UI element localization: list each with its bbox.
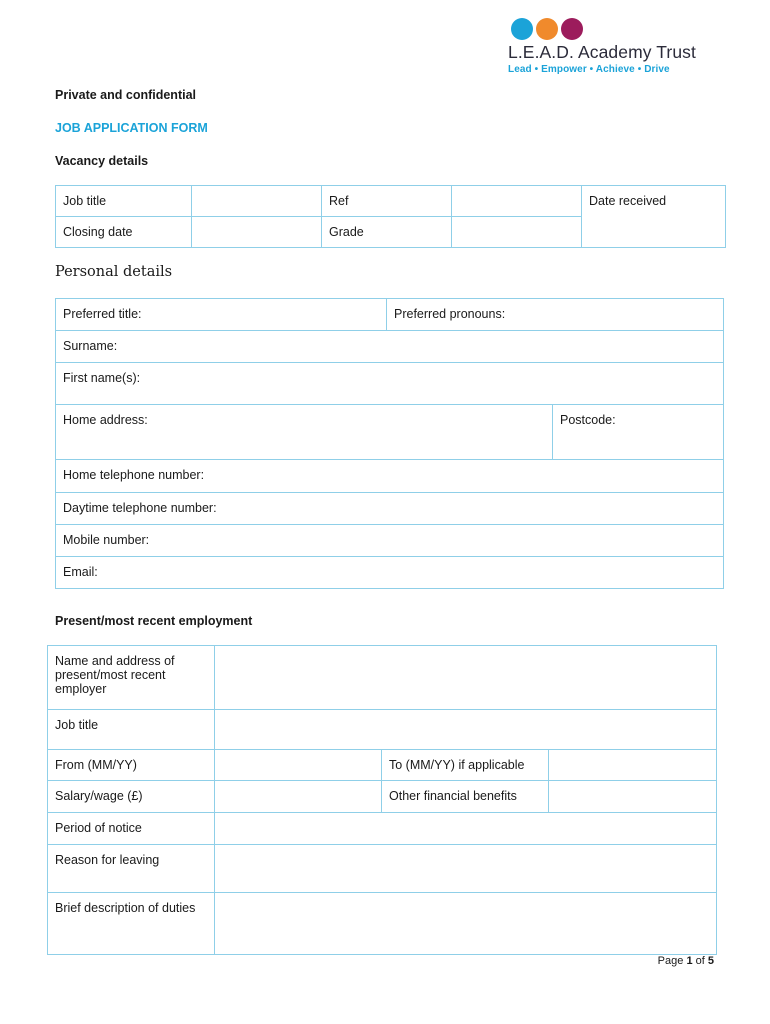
email-field[interactable] xyxy=(56,557,724,589)
benefits-label: Other financial benefits xyxy=(382,781,549,813)
date-received-cell[interactable] xyxy=(582,186,726,248)
from-label: From (MM/YY) xyxy=(48,750,215,781)
emp-job-title-field[interactable] xyxy=(215,710,717,750)
duties-label: Brief description of duties xyxy=(48,893,215,955)
personal-table xyxy=(55,298,724,589)
page-word: Page xyxy=(657,955,684,967)
page-number: 1 xyxy=(686,955,693,967)
home-phone-field[interactable] xyxy=(56,460,724,493)
emp-job-title-label: Job title xyxy=(48,710,215,750)
home-address-label: Home address: xyxy=(63,413,148,427)
daytime-phone-field[interactable] xyxy=(56,493,724,525)
salary-field[interactable] xyxy=(215,781,382,813)
duties-field[interactable] xyxy=(215,893,717,955)
page-total: 5 xyxy=(707,955,714,967)
preferred-title-field[interactable] xyxy=(56,299,387,331)
daytime-phone-label: Daytime telephone number: xyxy=(63,501,217,515)
trust-logo xyxy=(508,18,698,75)
reason-label: Reason for leaving xyxy=(48,845,215,893)
form-title: JOB APPLICATION FORM xyxy=(55,121,208,135)
mobile-field[interactable] xyxy=(56,525,724,557)
mobile-label: Mobile number: xyxy=(63,533,150,547)
personal-heading: Personal details xyxy=(55,264,173,280)
email-label: Email: xyxy=(63,565,98,579)
logo-dot-plum xyxy=(561,18,583,40)
page-footer xyxy=(658,955,714,967)
logo-dot-orange xyxy=(536,18,558,40)
reason-field[interactable] xyxy=(215,845,717,893)
logo-dots xyxy=(511,18,698,40)
to-field[interactable] xyxy=(549,750,717,781)
confidential-label: Private and confidential xyxy=(55,88,197,102)
closing-date-label: Closing date xyxy=(56,217,192,248)
first-names-field[interactable] xyxy=(56,363,724,405)
postcode-field[interactable] xyxy=(553,405,724,460)
date-received-label: Date received xyxy=(589,194,667,208)
surname-field[interactable] xyxy=(56,331,724,363)
grade-label: Grade xyxy=(322,217,452,248)
first-names-label: First name(s): xyxy=(63,371,141,385)
vacancy-heading: Vacancy details xyxy=(55,154,149,168)
postcode-label: Postcode: xyxy=(560,413,616,427)
grade-field[interactable] xyxy=(452,217,582,248)
employment-heading: Present/most recent employment xyxy=(55,614,253,628)
employer-field[interactable] xyxy=(215,646,717,710)
preferred-pronouns-label: Preferred pronouns: xyxy=(394,307,506,321)
home-address-field[interactable] xyxy=(56,405,553,460)
salary-label: Salary/wage (£) xyxy=(48,781,215,813)
logo-tagline: Lead • Empower • Achieve • Drive xyxy=(508,64,670,75)
job-title-label: Job title xyxy=(56,186,192,217)
notice-field[interactable] xyxy=(215,813,717,845)
logo-dot-blue xyxy=(511,18,533,40)
closing-date-field[interactable] xyxy=(192,217,322,248)
from-field[interactable] xyxy=(215,750,382,781)
ref-field[interactable] xyxy=(452,186,582,217)
logo-name: L.E.A.D. Academy Trust xyxy=(508,42,696,62)
employer-label: Name and address of present/most recent employer xyxy=(48,646,215,710)
of-word: of xyxy=(695,955,705,967)
to-label: To (MM/YY) if applicable xyxy=(382,750,549,781)
notice-label: Period of notice xyxy=(48,813,215,845)
job-title-field[interactable] xyxy=(192,186,322,217)
surname-label: Surname: xyxy=(63,339,118,353)
preferred-pronouns-field[interactable] xyxy=(387,299,724,331)
vacancy-table xyxy=(55,185,726,248)
home-phone-label: Home telephone number: xyxy=(63,468,205,482)
preferred-title-label: Preferred title: xyxy=(63,307,142,321)
ref-label: Ref xyxy=(322,186,452,217)
employment-table xyxy=(47,645,717,955)
benefits-field[interactable] xyxy=(549,781,717,813)
